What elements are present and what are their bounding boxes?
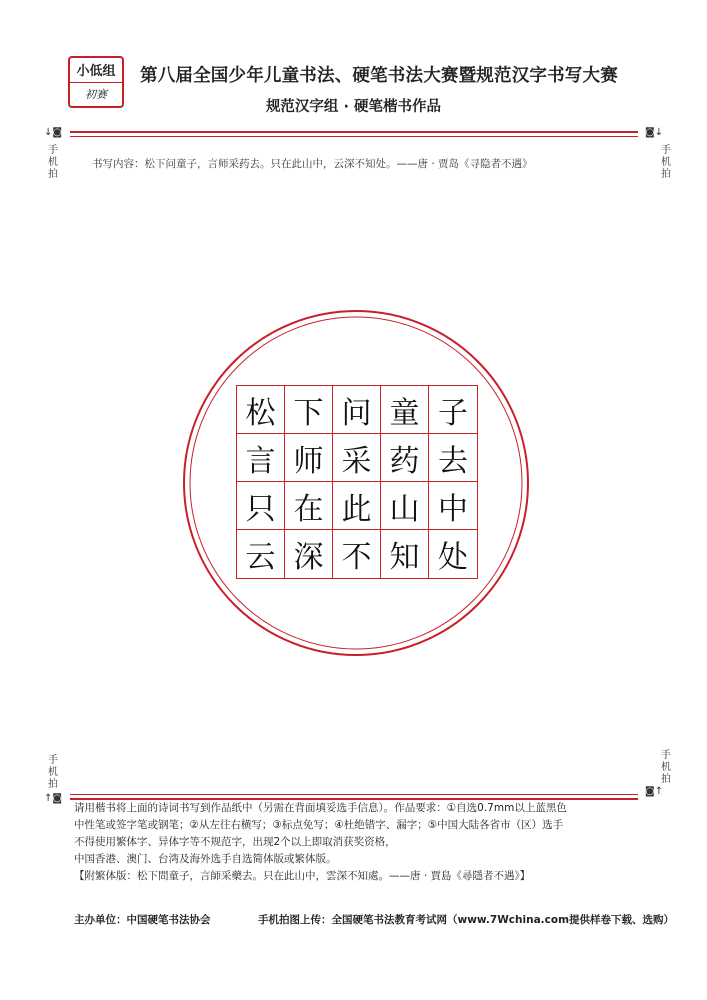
grid-cell: 师 xyxy=(285,434,333,482)
grid-cell: 深 xyxy=(285,530,333,578)
badge-round-label: 初赛 xyxy=(85,88,107,102)
instruction-line: 不得使用繁体字、异体字等不规范字，出现2个以上即取消获奖资格， xyxy=(74,836,396,848)
top-rule xyxy=(70,131,638,133)
grid-cell: 童 xyxy=(381,386,429,434)
instruction-line: 中性笔或签字笔或钢笔；②从左往右横写；③标点免写；④杜绝错字、漏字；⑤中国大陆各省市（区）选手 xyxy=(74,819,564,831)
instruction-line: 请用楷书将上面的诗词书写到作品纸中（另需在背面填妥选手信息）。作品要求：①自选0.7mm以上蓝黑色 xyxy=(74,802,567,814)
phone-photo-label-top-right: 手机拍 xyxy=(661,145,671,180)
corner-mark-bottom-right: ◙↑ xyxy=(645,786,664,797)
instructions xyxy=(74,800,674,885)
badge-division-label: 小低组 xyxy=(70,58,122,83)
grid-cell: 中 xyxy=(429,482,477,530)
phone-photo-label-top-left: 手机拍 xyxy=(48,145,58,180)
grid-cell: 松 xyxy=(237,386,285,434)
instruction-line: 中国香港、澳门、台湾及海外选手自选简体版或繁体版。 xyxy=(74,853,337,865)
corner-mark-top-right: ◙↓ xyxy=(645,127,664,138)
corner-mark-top-left: ↓◙ xyxy=(44,127,63,138)
page-subtitle: 规范汉字组 · 硬笔楷书作品 xyxy=(265,99,442,115)
grid-cell: 言 xyxy=(237,434,285,482)
grid-cell: 子 xyxy=(429,386,477,434)
grid-cell: 下 xyxy=(285,386,333,434)
bottom-rule-thin xyxy=(70,794,638,795)
grid-cell: 问 xyxy=(333,386,381,434)
corner-mark-bottom-left: ↑◙ xyxy=(44,793,63,804)
phone-photo-label-bottom-right: 手机拍 xyxy=(661,750,671,785)
grid-cell: 药 xyxy=(381,434,429,482)
grid-cell: 采 xyxy=(333,434,381,482)
grid-cell: 在 xyxy=(285,482,333,530)
organizer-text: 主办单位：中国硬笔书法协会 xyxy=(74,914,211,926)
grid-cell: 不 xyxy=(333,530,381,578)
grid-cell: 知 xyxy=(381,530,429,578)
top-rule-thin xyxy=(70,136,638,137)
grid-cell: 处 xyxy=(438,540,468,575)
grid-cell: 山 xyxy=(381,482,429,530)
writing-content-line: 书写内容：松下问童子，言师采药去。只在此山中，云深不知处。——唐 · 贾岛《寻隐者不遇》 xyxy=(92,158,533,170)
grid-cell: 去 xyxy=(429,434,477,482)
grid-cell: 云 xyxy=(237,530,285,578)
writing-grid xyxy=(236,385,478,579)
grid-cell: 此 xyxy=(333,482,381,530)
traditional-version-line: 【附繁体版：松下問童子，言師采藥去。只在此山中，雲深不知處。——唐 · 賈島《尋隱者不遇》】 xyxy=(74,870,531,882)
upload-text: 手机拍图上传：全国硬笔书法教育考试网（www.7Wchina.com提供样卷下载、选购） xyxy=(258,914,675,926)
page-title: 第八届全国少年儿童书法、硬笔书法大赛暨规范汉字书写大赛 xyxy=(140,66,618,86)
phone-photo-label-bottom-left: 手机拍 xyxy=(48,755,58,790)
grid-cell: 只 xyxy=(237,482,285,530)
